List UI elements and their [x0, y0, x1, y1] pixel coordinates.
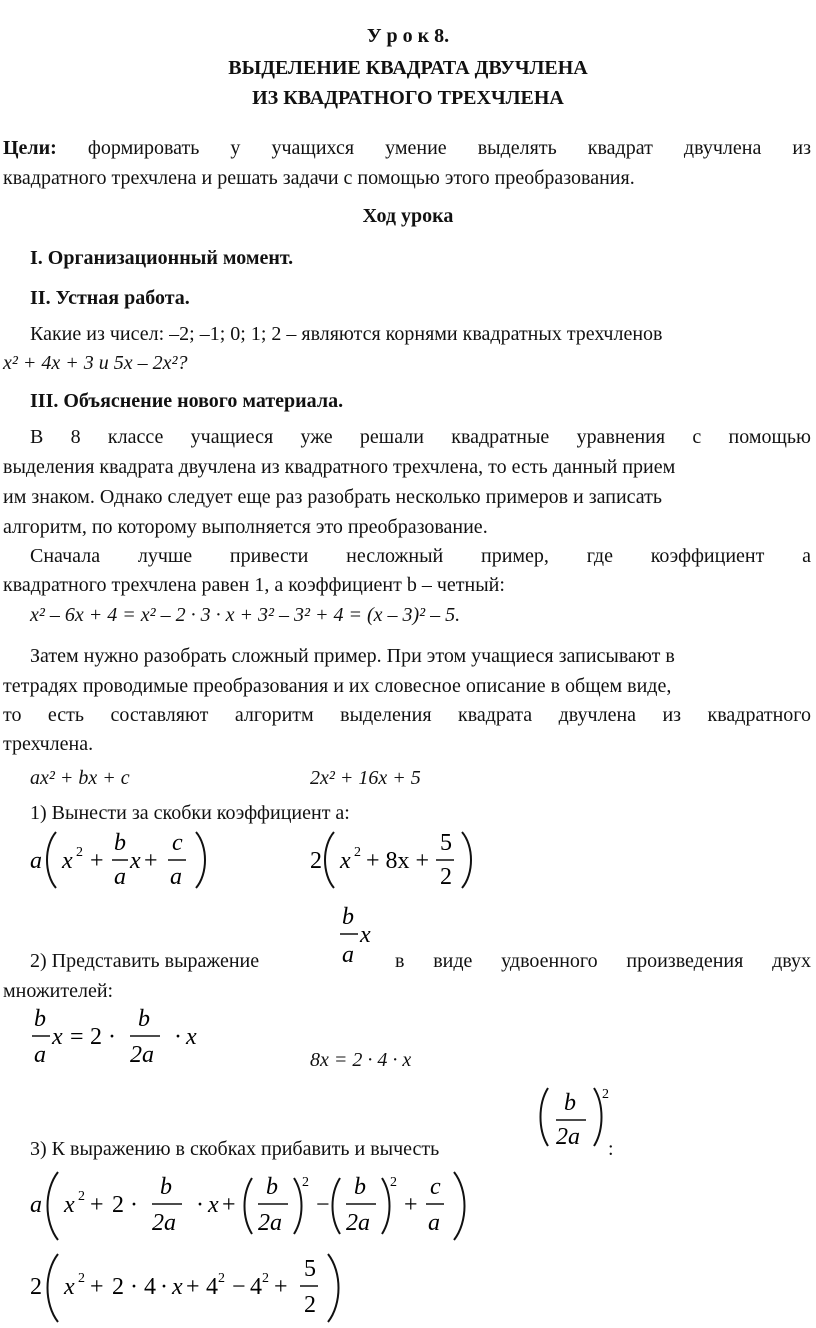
para1-line-2: выделения квадрата двучлена из квадратного трехчлена, то есть данный прием: [3, 456, 676, 478]
svg-text:a: a: [428, 1210, 440, 1236]
svg-text:·: ·: [174, 1024, 182, 1050]
svg-text:x: x: [64, 1274, 75, 1300]
svg-text:·: ·: [196, 1192, 204, 1218]
para3-line-1: Затем нужно разобрать сложный пример. При этом учащиеся записывают в: [30, 645, 675, 667]
svg-text:−: −: [232, 1274, 246, 1300]
course-heading: Ход урока: [362, 205, 454, 227]
svg-text:2: 2: [262, 1271, 269, 1286]
lesson-number: У р о к 8.: [366, 25, 450, 47]
para2-line-2: квадратного трехчлена равен 1, а коэффициент b – четный:: [3, 574, 505, 596]
step-1-general-formula: [20, 826, 240, 892]
step-2-text-right: в виде удвоенного произведения двух: [395, 950, 811, 972]
svg-text:=: =: [70, 1024, 84, 1050]
svg-text:a: a: [342, 942, 354, 968]
svg-text:+: +: [90, 848, 104, 874]
svg-text:c: c: [430, 1174, 441, 1200]
svg-text:2: 2: [78, 1271, 85, 1286]
svg-text:+: +: [186, 1274, 200, 1300]
svg-text:2 ·: 2 ·: [112, 1274, 138, 1300]
svg-text:2a: 2a: [556, 1124, 580, 1150]
svg-text:2: 2: [218, 1271, 225, 1286]
svg-text:b: b: [138, 1006, 150, 1032]
step-3-text: 3) К выражению в скобках прибавить и вычесть: [30, 1138, 440, 1160]
svg-text:2a: 2a: [258, 1210, 282, 1236]
svg-text:x: x: [52, 1024, 63, 1050]
svg-text:b: b: [266, 1174, 278, 1200]
step-1-text: 1) Вынести за скобки коэффициент a:: [30, 802, 350, 824]
step-3-colon: :: [608, 1138, 614, 1160]
svg-text:2a: 2a: [346, 1210, 370, 1236]
svg-text:2a: 2a: [152, 1210, 176, 1236]
svg-text:5: 5: [304, 1256, 316, 1282]
svg-text:b: b: [160, 1174, 172, 1200]
svg-text:x: x: [340, 848, 351, 874]
svg-text:c: c: [172, 830, 183, 856]
svg-text:2: 2: [390, 1175, 397, 1190]
title-line-1: ВЫДЕЛЕНИЕ КВАДРАТА ДВУЧЛЕНА: [228, 57, 588, 79]
step-3-inline-term: [536, 1080, 616, 1154]
svg-text:x: x: [172, 1274, 183, 1300]
svg-text:4: 4: [250, 1274, 262, 1300]
svg-text:+: +: [404, 1192, 418, 1218]
svg-text:a: a: [30, 848, 42, 874]
svg-text:x: x: [208, 1192, 219, 1218]
step-2-inline-fraction: [336, 902, 386, 972]
svg-text:4: 4: [144, 1274, 156, 1300]
svg-text:b: b: [342, 904, 354, 930]
svg-text:+: +: [90, 1192, 104, 1218]
step-2-text-line-2: множителей:: [3, 980, 114, 1002]
svg-text:b: b: [34, 1006, 46, 1032]
svg-text:b: b: [354, 1174, 366, 1200]
svg-text:b: b: [564, 1090, 576, 1116]
svg-text:a: a: [170, 864, 182, 890]
step-3-general-formula: [20, 1166, 480, 1246]
para3-line-4: трехчлена.: [3, 733, 94, 755]
svg-text:2: 2: [354, 845, 361, 860]
svg-text:a: a: [34, 1042, 46, 1068]
svg-text:+: +: [222, 1192, 236, 1218]
step-2-text-left: 2) Представить выражение: [30, 950, 260, 972]
svg-text:5: 5: [440, 830, 452, 856]
step-2-general-formula: [26, 1004, 216, 1070]
para1-line-1: В 8 классе учащиеся уже решали квадратные уравнения с помощью: [30, 426, 811, 448]
svg-text:−: −: [316, 1192, 330, 1218]
svg-text:2: 2: [30, 1274, 42, 1300]
svg-text:b: b: [114, 830, 126, 856]
step-1-specific-formula: [300, 826, 520, 892]
para2-line-1: Сначала лучше привести несложный пример, где коэффициент a: [30, 545, 811, 567]
svg-text:+: +: [90, 1274, 104, 1300]
svg-text:2: 2: [602, 1087, 609, 1102]
oral-question-line-2: x² + 4x + 3 и 5x – 2x²?: [3, 352, 188, 374]
svg-text:x: x: [64, 1192, 75, 1218]
svg-text:2 ·: 2 ·: [112, 1192, 138, 1218]
goals-text-1: формировать у учащихся умение выделять квадрат двучлена из: [87, 137, 811, 159]
section-1-heading: I. Организационный момент.: [30, 247, 294, 269]
para1-line-4: алгоритм, по которому выполняется это преобразование.: [3, 516, 488, 538]
svg-text:+: +: [144, 848, 158, 874]
para3-line-3: то есть составляют алгоритм выделения квадрата двучлена из квадратного: [3, 704, 811, 726]
svg-text:2 ·: 2 ·: [90, 1024, 116, 1050]
step-3-specific-formula: [20, 1250, 380, 1326]
svg-text:x: x: [62, 848, 73, 874]
svg-text:x: x: [186, 1024, 197, 1050]
goals-label: Цели:: [3, 137, 57, 159]
para3-line-2: тетрадях проводимые преобразования и их словесное описание в общем виде,: [3, 675, 672, 697]
oral-question-line-1: Какие из чисел: –2; –1; 0; 1; 2 – являются корнями квадратных трехчленов: [30, 323, 663, 345]
svg-text:2: 2: [310, 848, 322, 874]
title-line-2: ИЗ КВАДРАТНОГО ТРЕХЧЛЕНА: [252, 87, 564, 109]
section-2-heading: II. Устная работа.: [30, 287, 190, 309]
svg-text:2: 2: [78, 1189, 85, 1204]
para2-formula: x² – 6x + 4 = x² – 2 · 3 · x + 3² – 3² + 4 = (x – 3)² – 5.: [30, 604, 461, 626]
svg-text:2: 2: [440, 864, 452, 890]
svg-text:4: 4: [206, 1274, 218, 1300]
svg-text:2: 2: [304, 1292, 316, 1318]
section-3-heading: III. Объяснение нового материала.: [30, 390, 344, 412]
step-2-specific-formula: 8x = 2 · 4 · x: [310, 1049, 412, 1071]
svg-text:2a: 2a: [130, 1042, 154, 1068]
svg-text:·: ·: [160, 1274, 168, 1300]
svg-text:+: +: [274, 1274, 288, 1300]
svg-text:a: a: [30, 1192, 42, 1218]
goals-line-1: [3, 132, 811, 164]
svg-text:x: x: [130, 848, 141, 874]
svg-text:2: 2: [76, 845, 83, 860]
svg-text:x: x: [360, 922, 371, 948]
example-specific: 2x² + 16x + 5: [310, 767, 421, 789]
svg-text:a: a: [114, 864, 126, 890]
para1-line-3: им знаком. Однако следует еще раз разобрать несколько примеров и записать: [3, 486, 662, 508]
example-general: ax² + bx + c: [30, 767, 130, 789]
svg-text:2: 2: [302, 1175, 309, 1190]
svg-text:+ 8x +: + 8x +: [366, 848, 430, 874]
goals-line-2: квадратного трехчлена и решать задачи с помощью этого преобразования.: [3, 167, 635, 189]
